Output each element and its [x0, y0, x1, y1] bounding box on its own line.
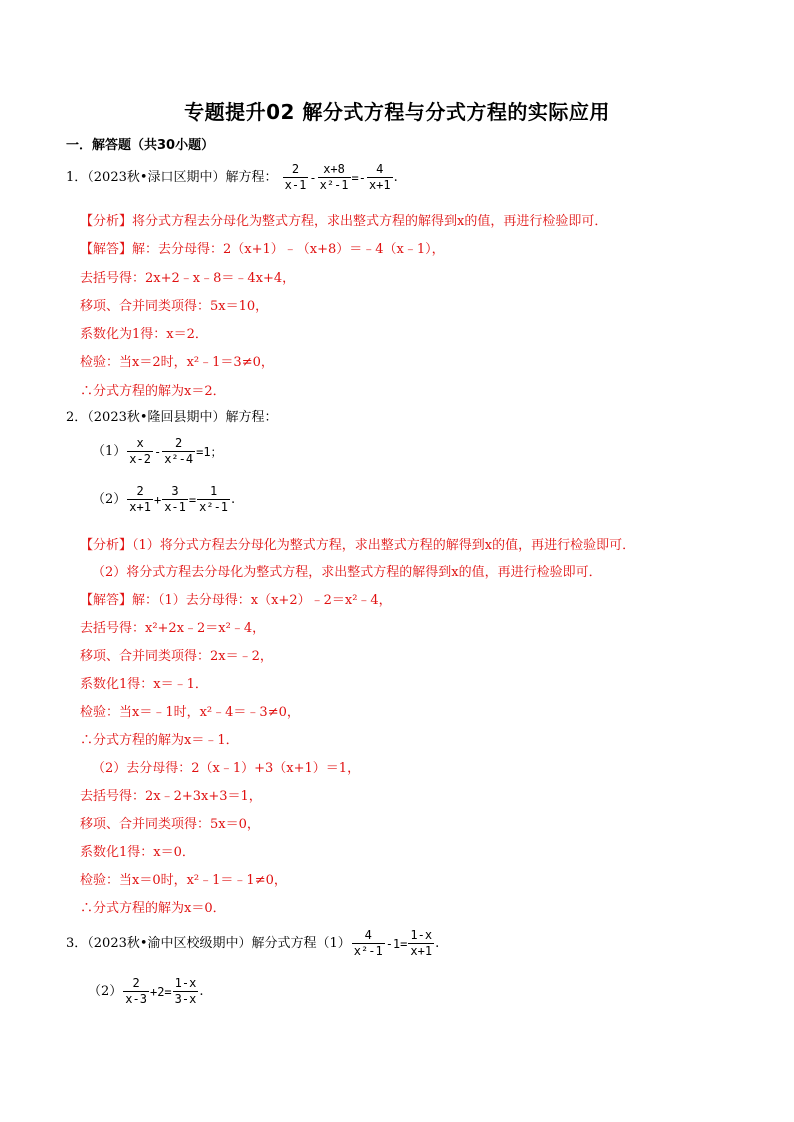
question-2-solution-line: 系数化1得：x＝0．: [80, 845, 195, 860]
question-2-solution-line: 检验：当x＝﹣1时，x²﹣4＝﹣3≠0，: [80, 705, 300, 720]
question-2-solution-line: 系数化1得：x＝﹣1．: [80, 677, 208, 692]
question-2-solution-line: 移项、合并同类项得：2x＝﹣2，: [80, 649, 273, 664]
fraction: $\frac{1}{\text{x²-1}}$: [199, 484, 229, 514]
question-1-solution-line: 检验：当x＝2时，x²﹣1＝3≠0，: [80, 355, 274, 370]
question-2-solution-line: 检验：当x＝0时，x²﹣1＝﹣1≠0，: [80, 873, 287, 888]
question-2-analysis: （2）将分式方程去分母化为整式方程，求出整式方程的解得到x的值，再进行检验即可．: [92, 565, 602, 580]
section-heading: 一．解答题（共30小题）: [66, 138, 215, 153]
question-2-solution-line: 【解答】解：（1）去分母得：x（x+2）﹣2＝x²﹣4，: [80, 593, 392, 608]
fraction: $\frac{3}{x-1}$: [164, 484, 186, 514]
question-1-analysis: 【分析】将分式方程去分母化为整式方程，求出整式方程的解得到x的值，再进行检验即可．: [80, 214, 608, 229]
question-2-solution-line: （2）去分母得：2（x﹣1）+3（x+1）＝1，: [92, 761, 361, 776]
question-2-part-2: （2） $\frac{2}{x+1}$ + $\frac{3}{x-1}$ = $\frac{1}{\text{x²-1}}$ .: [92, 484, 236, 514]
fraction: $\frac{x}{x-2}$: [129, 436, 151, 466]
fraction: $\frac{2}{x+1}$: [129, 484, 151, 514]
fraction: $\frac{4}{x+1}$: [368, 162, 391, 192]
question-2-solution-line: ∴分式方程的解为x＝﹣1．: [80, 733, 239, 748]
fraction: $\frac{1-x}{3-x}$: [174, 976, 197, 1006]
question-1-solution-line: 移项、合并同类项得：5x＝10，: [80, 299, 269, 314]
fraction: $\frac{1-x}{x+1}$: [410, 928, 433, 958]
question-3-stem: 3．（2023秋•渝中区校级期中）解分式方程（1） $\frac{4}{\text{x²-1}}$ -1= $\frac{1-x}{x+1}$ .: [66, 928, 440, 958]
question-1-stem: 1．（2023秋•渌口区期中）解方程： $\frac{2}{x-1}$ - $\frac{x+8}{\text{x²-1}}$ =- $\frac{4}{x+1}$ .: [66, 162, 398, 192]
question-1-prefix: 1．（2023秋•渌口区期中）解方程：: [66, 169, 278, 185]
question-1-solution-line: 去括号得：2x+2﹣x﹣8＝﹣4x+4，: [80, 271, 296, 286]
question-2-solution-line: ∴分式方程的解为x＝0．: [80, 901, 226, 916]
page-title: 专题提升02 解分式方程与分式方程的实际应用: [184, 100, 610, 124]
question-1-solution-line: ∴分式方程的解为x＝2．: [80, 384, 226, 399]
question-2-analysis: 【分析】（1）将分式方程去分母化为整式方程，求出整式方程的解得到x的值，再进行检验即可．: [80, 538, 636, 553]
question-2-solution-line: 去括号得：x²+2x﹣2＝x²﹣4，: [80, 621, 266, 636]
question-2-solution-line: 移项、合并同类项得：5x＝0，: [80, 817, 260, 832]
question-1-solution-line: 系数化为1得：x＝2．: [80, 327, 208, 342]
fraction: $\frac{2}{x-1}$: [284, 162, 307, 192]
question-2-stem: 2．（2023秋•隆回县期中）解方程：: [66, 410, 278, 425]
fraction: $\frac{2}{x-3}$: [125, 976, 147, 1006]
question-3-part-2: （2） $\frac{2}{x-3}$ +2= $\frac{1-x}{3-x}$ .: [88, 976, 204, 1006]
question-2-part-1: （1） $\frac{x}{x-2}$ - $\frac{2}{\text{x²-4}}$ =1；: [92, 436, 223, 466]
question-1-solution-line: 【解答】解：去分母得：2（x+1）﹣（x+8）＝﹣4（x﹣1），: [80, 242, 445, 257]
fraction: $\frac{x+8}{\text{x²-1}}$: [319, 162, 349, 192]
fraction: $\frac{4}{\text{x²-1}}$: [353, 928, 383, 958]
question-2-solution-line: 去括号得：2x﹣2+3x+3＝1，: [80, 789, 262, 804]
fraction: $\frac{2}{\text{x²-4}}$: [164, 436, 194, 466]
